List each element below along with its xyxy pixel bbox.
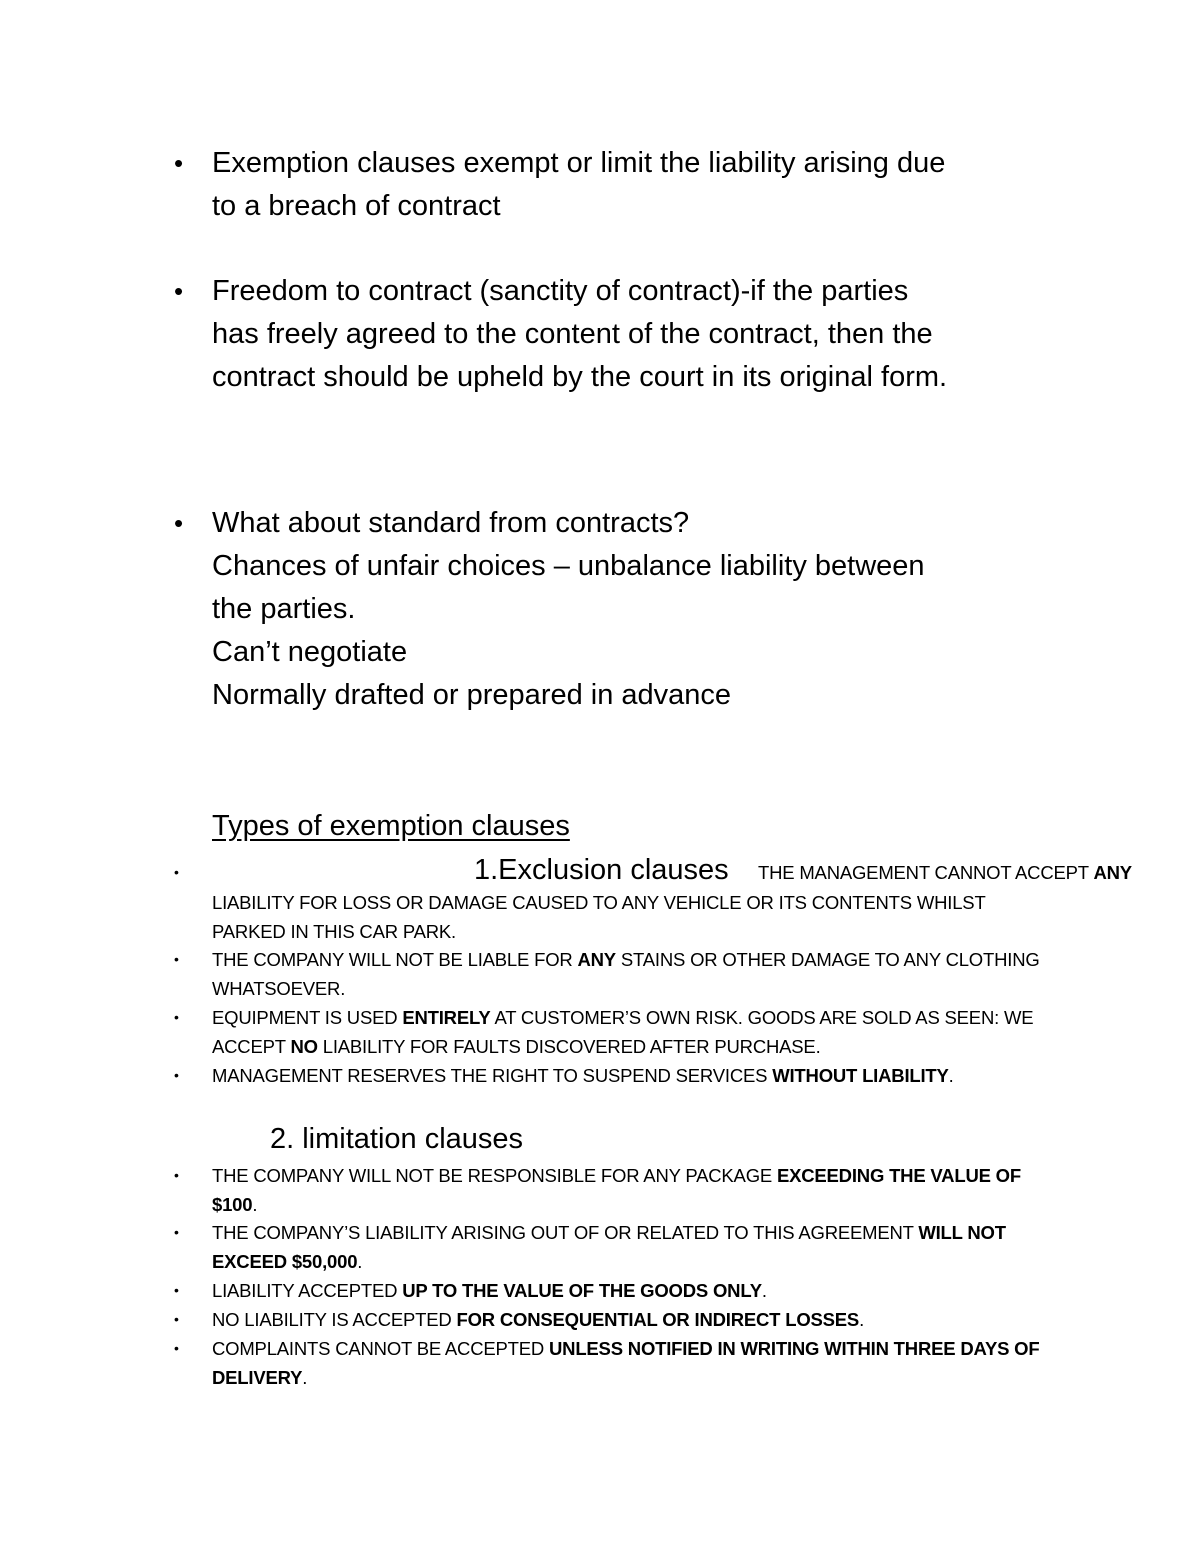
clause-normal-text: . xyxy=(302,1367,308,1388)
clause-normal-text: THE COMPANY WILL NOT BE LIABLE FOR xyxy=(212,949,578,970)
clause-text xyxy=(212,1003,1062,1061)
clause-text xyxy=(212,1305,1062,1334)
bullet-icon: • xyxy=(174,1282,179,1298)
bullet-icon: • xyxy=(174,1224,179,1240)
bullet-icon: • xyxy=(174,508,184,538)
clause-bold-text: UP TO THE VALUE OF THE GOODS ONLY xyxy=(402,1280,762,1301)
bullet-text: Freedom to contract (sanctity of contract)-if the parties has freely agreed to the content of the contract, then the contract should be upheld by the court in its original form. xyxy=(212,275,948,393)
clause-normal-text: MANAGEMENT RESERVES THE RIGHT TO SUSPEND SERVICES xyxy=(212,1065,773,1086)
bullet-icon: • xyxy=(174,951,179,967)
exclusion-first-line xyxy=(758,858,1132,887)
clause-text xyxy=(212,1061,1062,1090)
clause-bold-text: ANY xyxy=(577,949,616,970)
bullet-icon: • xyxy=(174,1067,179,1083)
bullet-icon: • xyxy=(174,1311,179,1327)
exclusion-clauses-label: 1.Exclusion clauses xyxy=(474,854,729,886)
clause-normal-text: LIABILITY ACCEPTED xyxy=(212,1280,403,1301)
clause-normal-text: AT CUSTOMER’S OWN RISK. GOODS ARE SOLD AS SEEN: WE ACCEPT xyxy=(212,1007,1034,1057)
clause-bold-text: EXCEEDING THE VALUE OF $100 xyxy=(212,1165,1021,1215)
clause-normal-text: EQUIPMENT IS USED xyxy=(212,1007,403,1028)
clause-bold-text: ANY xyxy=(1093,862,1132,883)
clause-normal-text: THE COMPANY WILL NOT BE RESPONSIBLE FOR ANY PACKAGE xyxy=(212,1165,777,1186)
clause-bold-text: ENTIRELY xyxy=(402,1007,491,1028)
clause-normal-text: . xyxy=(948,1065,954,1086)
clause-text xyxy=(212,1161,1062,1219)
bullet-icon: • xyxy=(174,148,184,178)
bullet-icon: • xyxy=(174,1167,179,1183)
clause-bold-text: FOR CONSEQUENTIAL OR INDIRECT LOSSES xyxy=(456,1309,860,1330)
clause-normal-text: THE MANAGEMENT CANNOT ACCEPT xyxy=(758,862,1094,883)
clause-normal-text: . xyxy=(859,1309,865,1330)
clause-text xyxy=(212,1218,1062,1276)
clause-bold-text: WITHOUT LIABILITY xyxy=(772,1065,949,1086)
bullet-icon: • xyxy=(174,276,184,306)
clause-normal-text: . xyxy=(252,1194,258,1215)
clause-normal-text: THE COMPANY’S LIABILITY ARISING OUT OF OR RELATED TO THIS AGREEMENT xyxy=(212,1222,919,1243)
limitation-clauses-label: 2. limitation clauses xyxy=(270,1123,524,1155)
bullet-icon: • xyxy=(174,864,179,880)
exclusion-first-rest: LIABILITY FOR LOSS OR DAMAGE CAUSED TO ANY VEHICLE OR ITS CONTENTS WHILST PARKED IN THIS CAR PARK. xyxy=(212,892,986,942)
bullet-text: Exemption clauses exempt or limit the liability arising due to a breach of contract xyxy=(212,147,946,222)
clause-text xyxy=(212,945,1062,1003)
clause-bold-text: WILL NOT EXCEED $50,000 xyxy=(212,1222,1006,1272)
clause-bold-text: UNLESS NOTIFIED IN WRITING WITHIN THREE DAYS OF DELIVERY xyxy=(212,1338,1040,1388)
clause-text xyxy=(212,1276,1062,1305)
clause-normal-text: LIABILITY FOR FAULTS DISCOVERED AFTER PURCHASE. xyxy=(317,1036,821,1057)
bullet-icon: • xyxy=(174,1009,179,1025)
types-heading: Types of exemption clauses xyxy=(212,810,570,842)
clause-text xyxy=(212,1334,1062,1392)
clause-normal-text: COMPLAINTS CANNOT BE ACCEPTED xyxy=(212,1338,549,1359)
clause-normal-text: STAINS OR OTHER DAMAGE TO ANY CLOTHING WHATSOEVER. xyxy=(212,949,1040,999)
bullet-text: What about standard from contracts? Chances of unfair choices – unbalance liability between the parties. Can’t negotiate Normally drafted or prepared in advance xyxy=(212,507,925,711)
bullet-icon: • xyxy=(174,1340,179,1356)
clause-normal-text: . xyxy=(357,1251,363,1272)
clause-bold-text: NO xyxy=(290,1036,318,1057)
clause-normal-text: NO LIABILITY IS ACCEPTED xyxy=(212,1309,457,1330)
clause-normal-text: . xyxy=(761,1280,767,1301)
